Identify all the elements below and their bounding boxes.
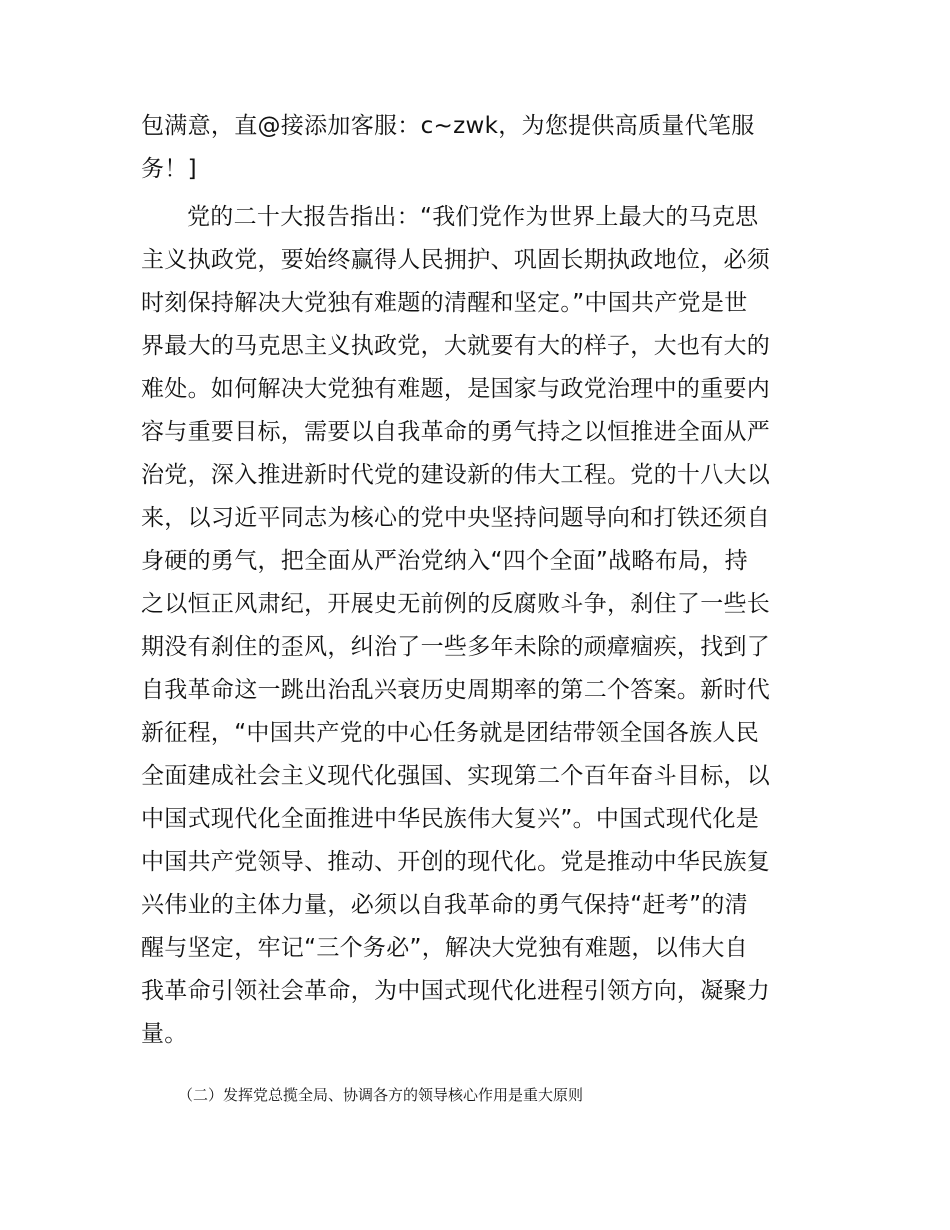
text-line: 包满意，直@接添加客服：c~zwk，为您提供高质量代笔服 xyxy=(141,113,755,139)
text-line: 治党，深入推进新时代党的建设新的伟大工程。党的十八大以 xyxy=(141,462,771,488)
text-line: 时刻保持解决大党独有难题的清醒和坚定。”中国共产党是世 xyxy=(141,290,748,316)
text-line: 自我革命这一跳出治乱兴衰历史周期率的第二个答案。新时代 xyxy=(141,677,771,703)
text-line: 兴伟业的主体力量，必须以自我革命的勇气保持“赶考”的清 xyxy=(141,892,748,918)
text-line: 我革命引领社会革命，为中国式现代化进程引领方向，凝聚力 xyxy=(141,978,771,1004)
text-line: 身硬的勇气，把全面从严治党纳入“四个全面”战略布局，持 xyxy=(141,548,748,574)
text-line: 期没有刹住的歪风，纠治了一些多年未除的顽瘴痼疾，找到了 xyxy=(141,634,771,660)
text-line: 容与重要目标，需要以自我革命的勇气持之以恒推进全面从严 xyxy=(141,419,771,445)
body-paragraph xyxy=(141,196,811,1056)
text-line: 之以恒正风肃纪，开展史无前例的反腐败斗争，刹住了一些长 xyxy=(141,591,771,617)
intro-paragraph xyxy=(141,105,811,191)
text-line: 来，以习近平同志为核心的党中央坚持问题导向和打铁还须自 xyxy=(141,505,771,531)
text-line: 新征程，“中国共产党的中心任务就是团结带领全国各族人民 xyxy=(141,720,760,746)
text-line: 中国式现代化全面推进中华民族伟大复兴”。中国式现代化是 xyxy=(141,806,760,832)
text-line: 醒与坚定，牢记“三个务必”，解决大党独有难题，以伟大自 xyxy=(141,935,748,961)
section-subheading: （二）发挥党总揽全局、协调各方的领导核心作用是重大原则 xyxy=(178,1086,584,1104)
text-line: 党的二十大报告指出：“我们党作为世界上最大的马克思 xyxy=(187,204,759,230)
text-line: 中国共产党领导、推动、开创的现代化。党是推动中华民族复 xyxy=(141,849,771,875)
text-line: 量。 xyxy=(141,1021,188,1047)
text-line: 界最大的马克思主义执政党，大就要有大的样子，大也有大的 xyxy=(141,333,771,359)
text-line: 务！] xyxy=(141,156,197,182)
text-line: 主义执政党，要始终赢得人民拥护、巩固长期执政地位，必须 xyxy=(141,247,771,273)
text-line: 难处。如何解决大党独有难题，是国家与政党治理中的重要内 xyxy=(141,376,771,402)
text-line: 全面建成社会主义现代化强国、实现第二个百年奋斗目标，以 xyxy=(141,763,771,789)
